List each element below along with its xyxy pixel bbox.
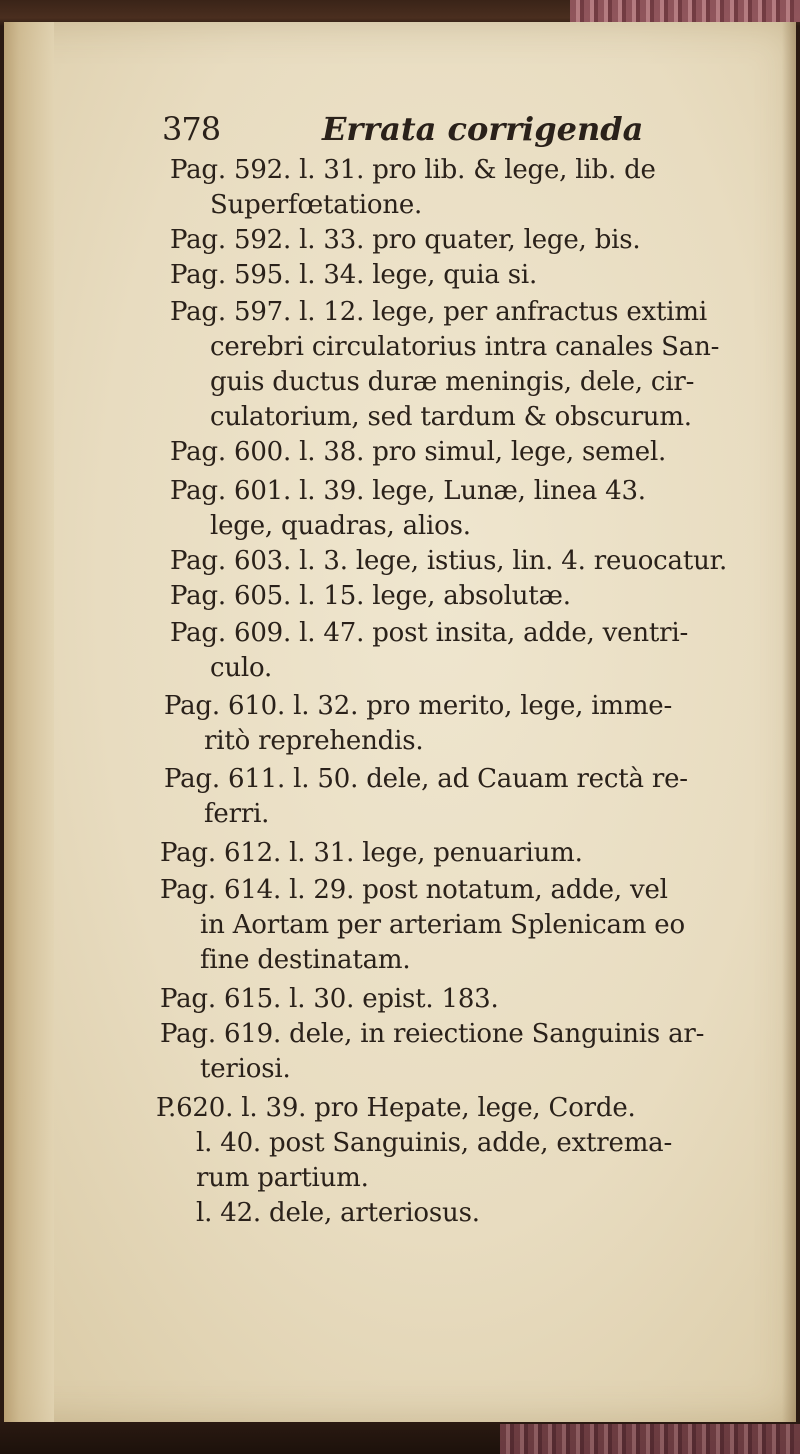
page-title: Errata corrigenda xyxy=(322,110,644,148)
bookmark-ribbon-top xyxy=(570,0,800,22)
errata-entry xyxy=(160,873,685,978)
errata-line: Pag. 595. l. 34. lege, quia si. xyxy=(170,260,538,290)
page-content xyxy=(4,22,796,1422)
errata-entry xyxy=(170,544,727,579)
bookmark-ribbon-bottom xyxy=(500,1424,800,1454)
errata-line: Superfœtatione. xyxy=(210,190,423,220)
errata-line: guis ductus duræ meningis, dele, cir- xyxy=(210,367,695,397)
errata-line: Pag. 597. l. 12. lege, per anfractus extimi xyxy=(170,297,707,327)
page-number: 378 xyxy=(162,110,221,148)
errata-entry xyxy=(164,762,688,832)
errata-line: Pag. 614. l. 29. post notatum, adde, vel xyxy=(160,875,668,905)
errata-line: Pag. 592. l. 33. pro quater, lege, bis. xyxy=(170,225,641,255)
errata-entry xyxy=(160,836,583,871)
errata-line: teriosi. xyxy=(200,1054,291,1084)
errata-line: ritò reprehendis. xyxy=(204,726,424,756)
book-page xyxy=(4,22,796,1422)
errata-line: fine destinatam. xyxy=(200,945,411,975)
errata-entry xyxy=(170,153,656,223)
errata-line: Pag. 600. l. 38. pro simul, lege, semel. xyxy=(170,437,667,467)
errata-line: cerebri circulatorius intra canales San- xyxy=(210,332,720,362)
errata-entry xyxy=(164,689,672,759)
errata-line: l. 40. post Sanguinis, adde, extrema- xyxy=(196,1128,673,1158)
errata-entry xyxy=(160,1017,704,1087)
errata-line: Pag. 601. l. 39. lege, Lunæ, linea 43. xyxy=(170,476,646,506)
errata-line: Pag. 592. l. 31. pro lib. & lege, lib. de xyxy=(170,155,656,185)
errata-entry xyxy=(170,295,719,435)
errata-line: Pag. 619. dele, in reiectione Sanguinis ar- xyxy=(160,1019,705,1049)
errata-line: in Aortam per arteriam Splenicam eo xyxy=(200,910,685,940)
errata-line: P.620. l. 39. pro Hepate, lege, Corde. xyxy=(156,1093,636,1123)
errata-line: Pag. 605. l. 15. lege, absolutæ. xyxy=(170,581,571,611)
errata-entry xyxy=(170,258,537,293)
errata-line: rum partium. xyxy=(196,1163,369,1193)
errata-entry xyxy=(160,982,499,1017)
errata-line: Pag. 615. l. 30. epist. 183. xyxy=(160,984,499,1014)
errata-entry xyxy=(170,616,688,686)
errata-entry xyxy=(170,435,666,470)
errata-line: culatorium, sed tardum & obscurum. xyxy=(210,402,692,432)
errata-line: Pag. 612. l. 31. lege, penuarium. xyxy=(160,838,583,868)
errata-line: culo. xyxy=(210,653,273,683)
errata-line: Pag. 609. l. 47. post insita, adde, ventri- xyxy=(170,618,689,648)
errata-line: l. 42. dele, arteriosus. xyxy=(196,1198,480,1228)
errata-line: ferri. xyxy=(204,799,270,829)
errata-line: Pag. 611. l. 50. dele, ad Cauam rectà re- xyxy=(164,764,688,794)
errata-line: Pag. 610. l. 32. pro merito, lege, imme- xyxy=(164,691,673,721)
errata-line: lege, quadras, alios. xyxy=(210,511,471,541)
errata-entry xyxy=(170,474,646,544)
errata-line: Pag. 603. l. 3. lege, istius, lin. 4. reuocatur. xyxy=(170,546,728,576)
errata-entry xyxy=(156,1091,672,1231)
errata-entry xyxy=(170,223,640,258)
errata-entry xyxy=(170,579,571,614)
